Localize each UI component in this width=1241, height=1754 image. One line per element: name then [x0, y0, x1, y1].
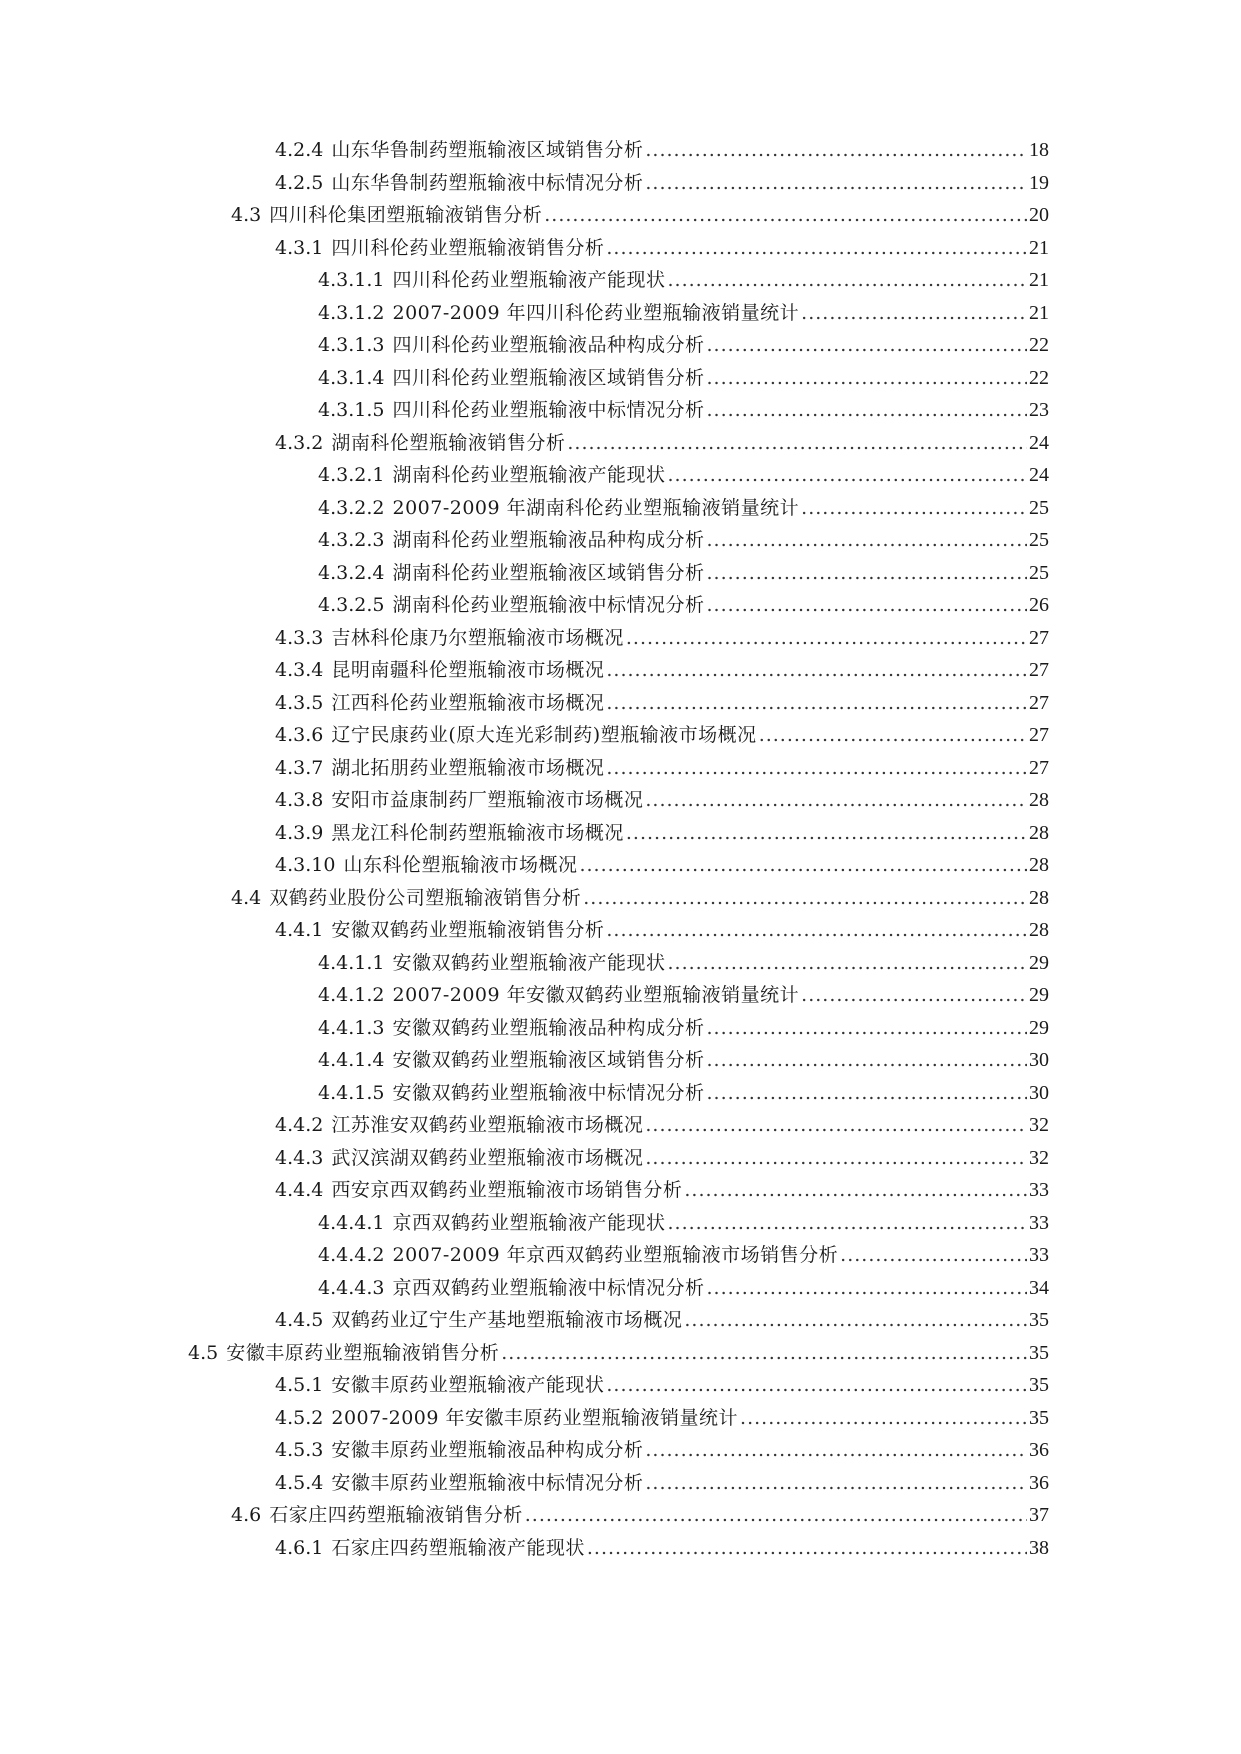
- toc-entry-title: 江西科伦药业塑瓶输液市场概况: [331, 691, 605, 714]
- toc-entry-page-number: 29: [1029, 984, 1049, 1006]
- toc-dot-leader: [707, 1077, 1028, 1109]
- toc-entry-number: 4.4.1: [275, 919, 324, 941]
- toc-entry[interactable]: [275, 1109, 1049, 1141]
- toc-entry-number: 4.2.4: [275, 139, 324, 161]
- toc-entry[interactable]: [318, 1207, 1049, 1239]
- toc-entry-title: 2007-2009 年湖南科伦药业塑瓶输液销量统计: [392, 496, 800, 519]
- toc-entry-number: 4.4.5: [275, 1309, 324, 1331]
- toc-entry-number: 4.3.2.3: [318, 529, 385, 551]
- toc-dot-leader: [707, 1272, 1028, 1304]
- toc-dot-leader: [684, 1304, 1027, 1336]
- toc-entry[interactable]: [275, 752, 1049, 784]
- toc-entry-title: 四川科伦药业塑瓶输液品种构成分析: [392, 334, 705, 356]
- toc-entry-number: 4.5.1: [275, 1374, 324, 1396]
- toc-entry-page-number: 27: [1029, 691, 1049, 714]
- toc-entry-title: 四川科伦药业塑瓶输液中标情况分析: [392, 399, 705, 421]
- toc-entry-page-number: 36: [1029, 1439, 1049, 1461]
- toc-entry-number: 4.5.3: [275, 1439, 324, 1461]
- toc-dot-leader: [707, 362, 1028, 394]
- toc-dot-leader: [668, 1207, 1028, 1239]
- toc-entry-page-number: 29: [1029, 951, 1049, 974]
- toc-entry-title: 安徽双鹤药业塑瓶输液品种构成分析: [392, 1016, 705, 1039]
- toc-entry-number: 4.3: [231, 204, 262, 226]
- toc-entry-title: 安阳市益康制药厂塑瓶输液市场概况: [331, 789, 644, 811]
- toc-dot-leader: [707, 1044, 1028, 1076]
- toc-entry-title: 四川科伦集团塑瓶输液销售分析: [269, 204, 543, 226]
- toc-dot-leader: [606, 752, 1027, 784]
- toc-entry-number: 4.6: [231, 1504, 262, 1526]
- toc-entry[interactable]: [318, 459, 1049, 491]
- toc-dot-leader: [645, 784, 1027, 816]
- toc-entry-number: 4.5.2: [275, 1406, 324, 1429]
- toc-entry-number: 4.4.3: [275, 1146, 324, 1169]
- toc-entry[interactable]: [231, 199, 1049, 231]
- toc-entry-title: 山东科伦塑瓶输液市场概况: [343, 854, 578, 876]
- toc-entry-page-number: 21: [1029, 236, 1049, 259]
- toc-entry[interactable]: [275, 1174, 1049, 1206]
- toc-entry-page-number: 19: [1029, 171, 1049, 194]
- toc-dot-leader: [645, 134, 1027, 166]
- toc-entry-number: 4.3.1.5: [318, 399, 385, 421]
- toc-entry[interactable]: [275, 1402, 1049, 1434]
- toc-entry[interactable]: [275, 167, 1049, 199]
- toc-entry-page-number: 27: [1029, 756, 1049, 779]
- toc-entry-page-number: 27: [1029, 626, 1049, 649]
- toc-entry-title: 2007-2009 年安徽双鹤药业塑瓶输液销量统计: [392, 984, 800, 1006]
- toc-entry[interactable]: [275, 719, 1049, 751]
- toc-entry-number: 4.3.1.1: [318, 269, 385, 291]
- toc-entry-page-number: 20: [1029, 204, 1049, 226]
- toc-entry-title: 安徽丰原药业塑瓶输液中标情况分析: [331, 1471, 644, 1494]
- toc-entry-number: 4.6.1: [275, 1536, 324, 1559]
- toc-entry-number: 4.3.6: [275, 724, 324, 746]
- toc-entry-number: 4.2.5: [275, 171, 324, 194]
- toc-entry-title: 湖南科伦药业塑瓶输液产能现状: [392, 464, 666, 486]
- toc-entry-number: 4.3.2.1: [318, 464, 385, 486]
- toc-dot-leader: [501, 1337, 1027, 1369]
- toc-entry-title: 湖北拓朋药业塑瓶输液市场概况: [331, 756, 605, 779]
- toc-entry-page-number: 24: [1029, 464, 1049, 486]
- toc-entry-number: 4.3.1.3: [318, 334, 385, 356]
- toc-entry-title: 石家庄四药塑瓶输液产能现状: [331, 1536, 585, 1559]
- toc-dot-leader: [606, 687, 1027, 719]
- toc-entry[interactable]: [275, 622, 1049, 654]
- toc-entry-number: 4.4.4: [275, 1179, 324, 1201]
- toc-entry-page-number: 35: [1029, 1374, 1049, 1396]
- toc-entry-page-number: 36: [1029, 1471, 1049, 1494]
- toc-entry-page-number: 37: [1029, 1504, 1049, 1526]
- toc-entry-page-number: 35: [1029, 1406, 1049, 1429]
- toc-dot-leader: [645, 1109, 1027, 1141]
- toc-entry[interactable]: [318, 1239, 1049, 1271]
- toc-entry-number: 4.3.1.2: [318, 301, 385, 324]
- toc-dot-leader: [606, 914, 1027, 946]
- toc-dot-leader: [645, 1142, 1027, 1174]
- toc-entry-number: 4.3.1.4: [318, 366, 385, 389]
- toc-entry-title: 湖南科伦塑瓶输液销售分析: [331, 431, 566, 454]
- toc-entry-title: 吉林科伦康乃尔塑瓶输液市场概况: [331, 626, 624, 649]
- toc-dot-leader: [606, 654, 1027, 686]
- toc-entry[interactable]: [275, 817, 1049, 849]
- toc-entry-number: 4.4.1.1: [318, 951, 385, 974]
- toc-entry-page-number: 29: [1029, 1016, 1049, 1039]
- toc-entry-page-number: 21: [1029, 301, 1049, 324]
- toc-entry-page-number: 24: [1029, 431, 1049, 454]
- toc-entry[interactable]: [231, 1499, 1049, 1531]
- toc-dot-leader: [606, 1369, 1027, 1401]
- toc-entry-page-number: 30: [1029, 1049, 1049, 1071]
- toc-entry-page-number: 25: [1029, 561, 1049, 584]
- toc-entry-number: 4.3.10: [275, 854, 336, 876]
- toc-dot-leader: [801, 979, 1027, 1011]
- toc-entry-page-number: 33: [1029, 1179, 1049, 1201]
- toc-entry-title: 湖南科伦药业塑瓶输液区域销售分析: [392, 561, 705, 584]
- toc-entry-title: 辽宁民康药业(原大连光彩制药)塑瓶输液市场概况: [331, 724, 757, 746]
- toc-entry-number: 4.3.5: [275, 691, 324, 714]
- toc-entry-page-number: 33: [1029, 1211, 1049, 1234]
- toc-entry-title: 安徽丰原药业塑瓶输液品种构成分析: [331, 1439, 644, 1461]
- toc-entry[interactable]: [275, 427, 1049, 459]
- toc-entry-title: 山东华鲁制药塑瓶输液区域销售分析: [331, 139, 644, 161]
- toc-entry[interactable]: [318, 557, 1049, 589]
- toc-entry-page-number: 22: [1029, 334, 1049, 356]
- toc-dot-leader: [587, 1532, 1027, 1564]
- toc-entry[interactable]: [318, 589, 1049, 621]
- toc-entry-number: 4.3.7: [275, 756, 324, 779]
- toc-entry[interactable]: [318, 329, 1049, 361]
- toc-entry-number: 4.3.1: [275, 236, 324, 259]
- toc-entry-title: 湖南科伦药业塑瓶输液品种构成分析: [392, 529, 705, 551]
- toc-entry-page-number: 33: [1029, 1244, 1049, 1266]
- toc-entry-page-number: 32: [1029, 1114, 1049, 1136]
- toc-entry-title: 安徽丰原药业塑瓶输液产能现状: [331, 1374, 605, 1396]
- toc-entry-number: 4.4.1.5: [318, 1081, 385, 1104]
- toc-entry[interactable]: [275, 849, 1049, 881]
- toc-entry-title: 江苏淮安双鹤药业塑瓶输液市场概况: [331, 1114, 644, 1136]
- toc-entry[interactable]: [318, 1044, 1049, 1076]
- toc-entry-title: 京西双鹤药业塑瓶输液产能现状: [392, 1211, 666, 1234]
- toc-entry[interactable]: [231, 882, 1049, 914]
- toc-entry[interactable]: [318, 492, 1049, 524]
- toc-entry-number: 4.3.2.2: [318, 496, 385, 519]
- toc-entry-number: 4.5: [188, 1341, 219, 1364]
- toc-entry[interactable]: [275, 1434, 1049, 1466]
- toc-entry[interactable]: [275, 1304, 1049, 1336]
- toc-entry-title: 安徽双鹤药业塑瓶输液中标情况分析: [392, 1081, 705, 1104]
- toc-dot-leader: [707, 589, 1028, 621]
- toc-entry-title: 武汉滨湖双鹤药业塑瓶输液市场概况: [331, 1146, 644, 1169]
- toc-entry-page-number: 28: [1029, 854, 1049, 876]
- toc-entry-title: 西安京西双鹤药业塑瓶输液市场销售分析: [331, 1179, 683, 1201]
- toc-entry-number: 4.4.2: [275, 1114, 324, 1136]
- toc-dot-leader: [583, 882, 1027, 914]
- toc-dot-leader: [759, 719, 1027, 751]
- toc-entry-title: 黑龙江科伦制药塑瓶输液市场概况: [331, 821, 624, 844]
- toc-entry[interactable]: [275, 1532, 1049, 1564]
- toc-entry-page-number: 21: [1029, 269, 1049, 291]
- toc-dot-leader: [801, 492, 1027, 524]
- toc-entry-title: 四川科伦药业塑瓶输液产能现状: [392, 269, 666, 291]
- toc-entry[interactable]: [275, 1369, 1049, 1401]
- toc-entry-page-number: 28: [1029, 919, 1049, 941]
- toc-entry[interactable]: [318, 1077, 1049, 1109]
- toc-entry[interactable]: [188, 1337, 1049, 1369]
- toc-entry-number: 4.3.8: [275, 789, 324, 811]
- toc-entry[interactable]: [275, 1467, 1049, 1499]
- toc-entry-page-number: 25: [1029, 496, 1049, 519]
- toc-entry-number: 4.3.4: [275, 659, 324, 681]
- toc-entry[interactable]: [318, 947, 1049, 979]
- toc-entry-page-number: 18: [1029, 139, 1049, 161]
- toc-entry-number: 4.3.2.5: [318, 594, 385, 616]
- toc-entry-title: 湖南科伦药业塑瓶输液中标情况分析: [392, 594, 705, 616]
- toc-entry-title: 四川科伦药业塑瓶输液销售分析: [331, 236, 605, 259]
- toc-entry-number: 4.4.1.4: [318, 1049, 385, 1071]
- toc-dot-leader: [645, 1434, 1027, 1466]
- toc-entry-page-number: 35: [1029, 1341, 1049, 1364]
- toc-entry-page-number: 28: [1029, 789, 1049, 811]
- toc-entry-number: 4.3.2: [275, 431, 324, 454]
- toc-entry-title: 安徽丰原药业塑瓶输液销售分析: [226, 1341, 500, 1364]
- toc-dot-leader: [707, 524, 1028, 556]
- toc-entry-page-number: 38: [1029, 1536, 1049, 1559]
- toc-entry[interactable]: [318, 1012, 1049, 1044]
- toc-dot-leader: [579, 849, 1027, 881]
- toc-entry-title: 安徽双鹤药业塑瓶输液销售分析: [331, 919, 605, 941]
- toc-entry-number: 4.4.4.3: [318, 1276, 385, 1299]
- toc-entry[interactable]: [275, 914, 1049, 946]
- toc-dot-leader: [684, 1174, 1027, 1206]
- toc-entry-title: 2007-2009 年京西双鹤药业塑瓶输液市场销售分析: [392, 1244, 839, 1266]
- toc-entry[interactable]: [275, 654, 1049, 686]
- toc-entry-number: 4.4.4.1: [318, 1211, 385, 1234]
- toc-entry[interactable]: [275, 232, 1049, 264]
- toc-dot-leader: [645, 1467, 1027, 1499]
- toc-dot-leader: [707, 1012, 1028, 1044]
- toc-entry-title: 京西双鹤药业塑瓶输液中标情况分析: [392, 1276, 705, 1299]
- toc-entry-page-number: 27: [1029, 659, 1049, 681]
- toc-dot-leader: [567, 427, 1027, 459]
- toc-entry-number: 4.5.4: [275, 1471, 324, 1494]
- toc-entry-title: 山东华鲁制药塑瓶输液中标情况分析: [331, 171, 644, 194]
- toc-dot-leader: [544, 199, 1027, 231]
- toc-entry-number: 4.3.2.4: [318, 561, 385, 584]
- toc-entry[interactable]: [318, 264, 1049, 296]
- toc-dot-leader: [840, 1239, 1027, 1271]
- toc-entry-page-number: 28: [1029, 821, 1049, 844]
- toc-entry[interactable]: [318, 524, 1049, 556]
- toc-dot-leader: [668, 947, 1028, 979]
- toc-entry-page-number: 35: [1029, 1309, 1049, 1331]
- toc-entry[interactable]: [318, 394, 1049, 426]
- toc-entry-page-number: 27: [1029, 724, 1049, 746]
- toc-dot-leader: [525, 1499, 1027, 1531]
- toc-entry[interactable]: [318, 1272, 1049, 1304]
- toc-entry-page-number: 25: [1029, 529, 1049, 551]
- toc-entry-title: 石家庄四药塑瓶输液销售分析: [269, 1504, 523, 1526]
- toc-entry[interactable]: [275, 784, 1049, 816]
- toc-entry[interactable]: [318, 979, 1049, 1011]
- toc-dot-leader: [707, 329, 1028, 361]
- toc-entry[interactable]: [318, 362, 1049, 394]
- toc-entry-title: 安徽双鹤药业塑瓶输液区域销售分析: [392, 1049, 705, 1071]
- toc-entry-number: 4.4: [231, 886, 262, 909]
- toc-entry-page-number: 30: [1029, 1081, 1049, 1104]
- toc-entry[interactable]: [275, 687, 1049, 719]
- toc-dot-leader: [740, 1402, 1027, 1434]
- toc-entry-number: 4.4.1.3: [318, 1016, 385, 1039]
- toc-entry-title: 安徽双鹤药业塑瓶输液产能现状: [392, 951, 666, 974]
- toc-dot-leader: [626, 622, 1027, 654]
- toc-entry[interactable]: [275, 1142, 1049, 1174]
- toc-dot-leader: [606, 232, 1027, 264]
- toc-dot-leader: [707, 394, 1028, 426]
- toc-dot-leader: [801, 297, 1027, 329]
- toc-entry-title: 2007-2009 年四川科伦药业塑瓶输液销量统计: [392, 301, 800, 324]
- toc-entry-number: 4.4.1.2: [318, 984, 385, 1006]
- toc-entry-number: 4.4.4.2: [318, 1244, 385, 1266]
- toc-dot-leader: [668, 459, 1028, 491]
- toc-entry-title: 四川科伦药业塑瓶输液区域销售分析: [392, 366, 705, 389]
- toc-entry-page-number: 32: [1029, 1146, 1049, 1169]
- toc-entry-number: 4.3.3: [275, 626, 324, 649]
- toc-entry-page-number: 22: [1029, 366, 1049, 389]
- toc-entry-title: 双鹤药业辽宁生产基地塑瓶输液市场概况: [331, 1309, 683, 1331]
- toc-entry-page-number: 28: [1029, 886, 1049, 909]
- toc-dot-leader: [626, 817, 1027, 849]
- toc-entry[interactable]: [318, 297, 1049, 329]
- toc-dot-leader: [645, 167, 1027, 199]
- toc-entry-title: 2007-2009 年安徽丰原药业塑瓶输液销量统计: [331, 1406, 739, 1429]
- toc-entry-page-number: 23: [1029, 399, 1049, 421]
- toc-entry[interactable]: [275, 134, 1049, 166]
- toc-entry-page-number: 34: [1029, 1276, 1049, 1299]
- toc-entry-page-number: 26: [1029, 594, 1049, 616]
- toc-entry-title: 双鹤药业股份公司塑瓶输液销售分析: [269, 886, 582, 909]
- toc-dot-leader: [707, 557, 1028, 589]
- toc-entry-title: 昆明南疆科伦塑瓶输液市场概况: [331, 659, 605, 681]
- toc-entry-number: 4.3.9: [275, 821, 324, 844]
- toc-dot-leader: [668, 264, 1028, 296]
